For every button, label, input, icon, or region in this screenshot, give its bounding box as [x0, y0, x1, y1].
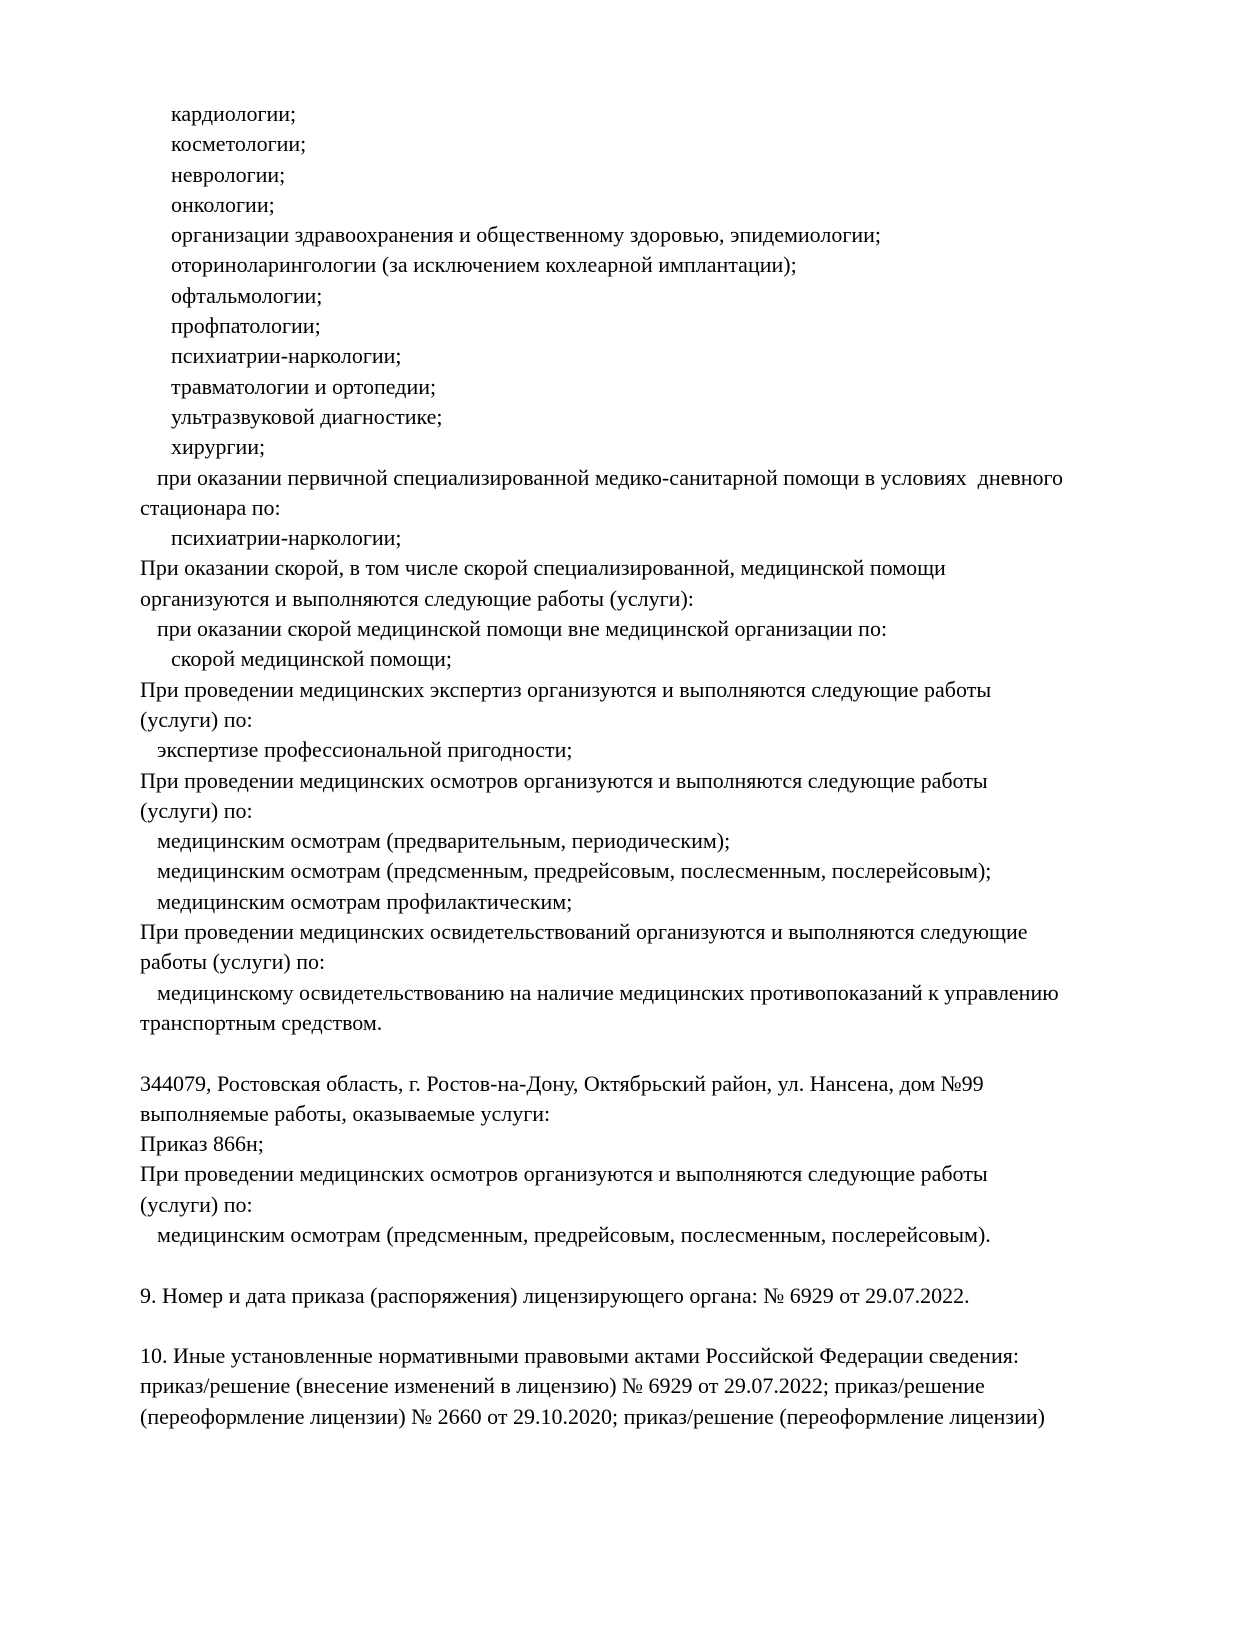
blank-line [140, 1038, 1170, 1068]
text-line: организации здравоохранения и общественному здоровью, эпидемиологии; [171, 222, 882, 248]
text-line: медицинскому освидетельствованию на наличие медицинских противопоказаний к управлению [157, 979, 1059, 1005]
text-line: При проведении медицинских экспертиз организуются и выполняются следующие работы [140, 676, 992, 702]
text-line: профпатологии; [171, 313, 321, 339]
text-line: экспертизе профессиональной пригодности; [157, 737, 573, 763]
text-line: (переоформление лицензии) № 2660 от 29.10.2020; приказ/решение (переоформление лицензии) [140, 1403, 1045, 1429]
blank-line [140, 1250, 1170, 1280]
text-line: приказ/решение (внесение изменений в лицензию) № 6929 от 29.07.2022; приказ/решение [140, 1373, 985, 1399]
text-line: (услуги) по: [140, 797, 253, 823]
text-line: медицинским осмотрам профилактическим; [157, 888, 573, 914]
text-line: медицинским осмотрам (предсменным, предрейсовым, послесменным, послерейсовым); [157, 858, 992, 884]
text-line: травматологии и ортопедии; [171, 373, 437, 399]
text-line: кардиологии; [171, 101, 297, 126]
text-line: 344079, Ростовская область, г. Ростов-на-Дону, Октябрьский район, ул. Нансена, дом №99 [140, 1070, 984, 1096]
text-line: медицинским осмотрам (предварительным, периодическим); [157, 828, 731, 854]
text-line: При проведении медицинских осмотров организуются и выполняются следующие работы [140, 767, 988, 793]
text-line: при оказании скорой медицинской помощи вне медицинской организации по: [157, 616, 888, 642]
text-line: работы (услуги) по: [140, 949, 326, 975]
text-line: оториноларингологии (за исключением кохлеарной имплантации); [171, 252, 797, 278]
text-line: При проведении медицинских осмотров организуются и выполняются следующие работы [140, 1161, 988, 1187]
text-line: При оказании скорой, в том числе скорой специализированной, медицинской помощи [140, 555, 946, 581]
text-line: транспортным средством. [140, 1009, 383, 1035]
text-line: Приказ 866н; [140, 1131, 264, 1157]
text-line: при оказании первичной специализированной медико-санитарной помощи в условиях дневного [157, 464, 1064, 490]
text-line: (услуги) по: [140, 706, 253, 732]
text-line: психиатрии-наркологии; [171, 343, 402, 369]
text-line: хирургии; [171, 434, 266, 460]
text-line: психиатрии-наркологии; [171, 525, 402, 551]
text-line: косметологии; [171, 131, 307, 157]
text-line: При проведении медицинских освидетельствований организуются и выполняются следующие [140, 919, 1028, 945]
license-text-block [140, 99, 1170, 1432]
text-line: медицинским осмотрам (предсменным, предрейсовым, послесменным, послерейсовым). [157, 1221, 991, 1247]
text-line: офтальмологии; [171, 282, 323, 308]
text-line: выполняемые работы, оказываемые услуги: [140, 1100, 551, 1126]
text-line: организуются и выполняются следующие работы (услуги): [140, 585, 694, 611]
text-line: 10. Иные установленные нормативными правовыми актами Российской Федерации сведения: [140, 1343, 1019, 1369]
text-line: онкологии; [171, 191, 275, 217]
text-line: ультразвуковой диагностике; [171, 403, 443, 429]
text-line: стационара по: [140, 494, 281, 520]
text-line: неврологии; [171, 161, 286, 187]
text-line: скорой медицинской помощи; [171, 646, 453, 672]
text-line: (услуги) по: [140, 1191, 253, 1217]
blank-line [140, 1311, 1170, 1341]
text-line: 9. Номер и дата приказа (распоряжения) лицензирующего органа: № 6929 от 29.07.2022. [140, 1282, 970, 1308]
